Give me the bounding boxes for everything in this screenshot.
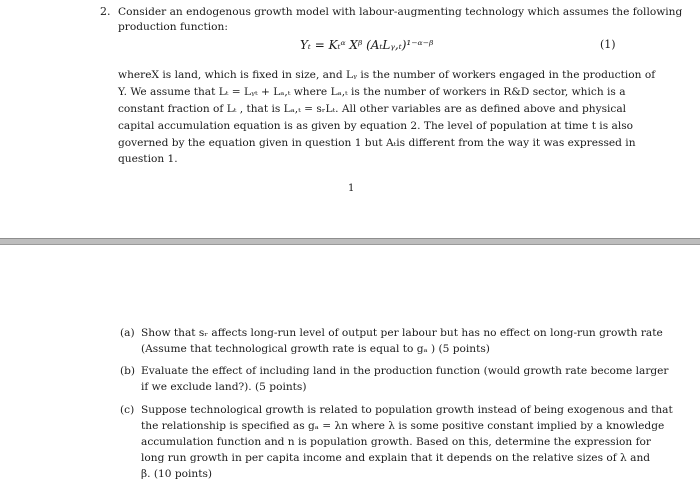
document-page-1 xyxy=(0,0,700,238)
item-c-line: accumulation function and n is population growth. Based on this, determine the expression for xyxy=(141,436,651,448)
item-c-line: long run growth in per capita income and explain that it depends on the relative sizes of λ and xyxy=(141,452,651,464)
item-b-line: if we exclude land?). (5 points) xyxy=(141,381,307,393)
item-label-a: (a) xyxy=(120,327,135,339)
item-c-line: Suppose technological growth is related to population growth instead of being exogenous and that xyxy=(141,404,673,416)
production-function-equation: Yₜ = Kₜᵅ Xᵝ (AₜLᵧ,ₜ)¹⁻ᵅ⁻ᵝ xyxy=(300,38,434,52)
item-a-line: Show that sᵣ affects long-run level of output per labour but has no effect on long-run growth rate xyxy=(141,327,663,339)
body-line: capital accumulation equation is as given by equation 2. The level of population at time t is also xyxy=(118,120,634,132)
body-line: question 1. xyxy=(118,153,178,165)
body-line: Y. We assume that Lₜ = Lᵧₜ + Lₐ,ₜ where Lₐ,ₜ is the number of workers in R&D sector, which is a xyxy=(118,86,626,98)
body-line: constant fraction of Lₜ , that is Lₐ,ₜ = sᵣLₜ. All other variables are as defined above and physical xyxy=(118,103,627,115)
page-number: 1 xyxy=(348,183,355,194)
equation-label: (1) xyxy=(600,38,616,51)
item-label-c: (c) xyxy=(120,404,135,416)
item-a-line: (Assume that technological growth rate is equal to gₐ ) (5 points) xyxy=(141,343,490,355)
intro-line: Consider an endogenous growth model with labour-augmenting technology which assumes the following xyxy=(118,6,683,18)
item-c-line: the relationship is specified as gₐ = λn where λ is some positive constant implied by a knowledge xyxy=(141,420,665,432)
item-label-b: (b) xyxy=(120,365,136,377)
body-line: governed by the equation given in question 1 but Aₜis different from the way it was expressed in xyxy=(118,137,636,149)
intro-line: production function: xyxy=(118,21,228,33)
document-page-2 xyxy=(0,244,700,496)
item-b-line: Evaluate the effect of including land in the production function (would growth rate become larger xyxy=(141,365,669,377)
question-number: 2. xyxy=(100,5,111,18)
body-line: whereX is land, which is fixed in size, and Lᵧ is the number of workers engaged in the production of xyxy=(118,69,656,81)
item-c-line: β. (10 points) xyxy=(141,468,213,480)
